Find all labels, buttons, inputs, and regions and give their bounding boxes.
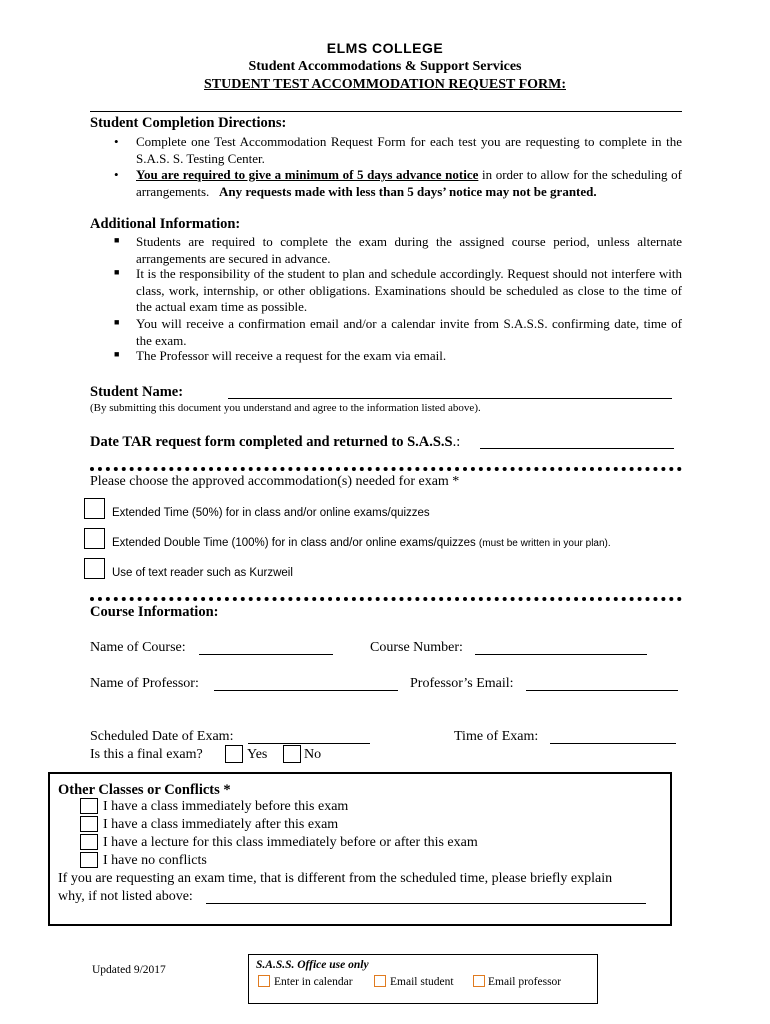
additional-item-1: Students are required to complete the exam during the assigned course period, unless alternate arrangements are secured in advance. bbox=[136, 234, 682, 266]
square-bullet-icon: ■ bbox=[114, 349, 120, 359]
header-divider bbox=[90, 111, 682, 112]
email-student-label: Email student bbox=[390, 976, 454, 988]
final-yes-label: Yes bbox=[247, 747, 268, 762]
course-name-label: Name of Course: bbox=[90, 640, 186, 655]
bullet-dot-icon: • bbox=[114, 167, 119, 182]
conflict-lecture-checkbox[interactable] bbox=[80, 834, 98, 850]
exam-date-field[interactable] bbox=[248, 743, 370, 744]
double-time-note: (must be written in your plan). bbox=[478, 538, 611, 549]
student-name-field[interactable] bbox=[228, 398, 672, 399]
form-title: STUDENT TEST ACCOMMODATION REQUEST FORM: bbox=[204, 77, 566, 92]
exam-time-label: Time of Exam: bbox=[454, 729, 539, 744]
direction-item-2 bbox=[136, 167, 682, 200]
course-heading: Course Information: bbox=[90, 604, 219, 620]
final-yes-checkbox[interactable] bbox=[225, 745, 243, 763]
text-reader-checkbox[interactable] bbox=[84, 558, 105, 579]
exam-date-label: Scheduled Date of Exam: bbox=[90, 729, 234, 744]
professor-name-label: Name of Professor: bbox=[90, 676, 199, 691]
double-time-checkbox[interactable] bbox=[84, 528, 105, 549]
explain-text-line1: If you are requesting an exam time, that is different from the scheduled time, please briefly explain bbox=[58, 871, 613, 886]
extended-time-checkbox[interactable] bbox=[84, 498, 105, 519]
square-bullet-icon: ■ bbox=[114, 267, 120, 277]
no-conflict-checkbox[interactable] bbox=[80, 852, 98, 868]
accommodation-prompt: Please choose the approved accommodation(s) needed for exam * bbox=[90, 474, 460, 489]
additional-heading: Additional Information: bbox=[90, 216, 241, 232]
conflicts-heading: Other Classes or Conflicts * bbox=[58, 782, 231, 798]
conflict-after-label: I have a class immediately after this exam bbox=[103, 817, 339, 832]
date-completed-field[interactable] bbox=[480, 448, 674, 449]
conflict-after-checkbox[interactable] bbox=[80, 816, 98, 832]
department-name: Student Accommodations & Support Services bbox=[248, 59, 522, 74]
office-use-title: S.A.S.S. Office use only bbox=[256, 959, 369, 971]
notice-requirement: You are required to give a minimum of 5 days advance notice bbox=[136, 167, 479, 182]
date-completed-label: Date TAR request form completed and returned to S.A.S.S.: bbox=[90, 434, 461, 450]
course-number-label: Course Number: bbox=[370, 640, 463, 655]
agreement-note: (By submitting this document you understand and agree to the information listed above). bbox=[90, 402, 481, 414]
college-name: ELMS COLLEGE bbox=[326, 40, 444, 56]
email-professor-checkbox[interactable] bbox=[473, 975, 485, 987]
explain-text-line2: why, if not listed above: bbox=[58, 889, 193, 904]
directions-heading: Student Completion Directions: bbox=[90, 115, 287, 131]
student-name-label: Student Name: bbox=[90, 384, 184, 400]
dotted-divider bbox=[90, 467, 682, 471]
conflict-before-checkbox[interactable] bbox=[80, 798, 98, 814]
exam-time-field[interactable] bbox=[550, 743, 676, 744]
professor-name-field[interactable] bbox=[214, 690, 398, 691]
professor-email-label: Professor’s Email: bbox=[410, 676, 514, 691]
additional-item-2: It is the responsibility of the student to plan and schedule accordingly. Request should not interfere with class, work, internship, or other obligations. Examinations should be scheduled as close to the time of the actual exam time as possible. bbox=[136, 266, 682, 314]
notice-rest: in order to allow for the scheduling of arrangements. bbox=[136, 167, 682, 199]
enter-calendar-label: Enter in calendar bbox=[274, 976, 353, 988]
additional-item-4: The Professor will receive a request for the exam via email. bbox=[136, 348, 447, 363]
direction-item-1: Complete one Test Accommodation Request Form for each test you are requesting to complete in the S.A.S. S. Testing Center. bbox=[136, 134, 682, 166]
final-no-label: No bbox=[304, 747, 322, 762]
course-number-field[interactable] bbox=[475, 654, 647, 655]
notice-warning: Any requests made with less than 5 days’ notice may not be granted. bbox=[219, 183, 597, 199]
final-exam-label: Is this a final exam? bbox=[90, 747, 203, 762]
additional-item-3: You will receive a confirmation email and/or a calendar invite from S.A.S.S. confirming date, time of the exam. bbox=[136, 316, 682, 348]
no-conflict-label: I have no conflicts bbox=[103, 853, 207, 868]
email-professor-label: Email professor bbox=[488, 976, 562, 988]
extended-time-label: Extended Time (50%) for in class and/or online exams/quizzes bbox=[112, 507, 430, 519]
square-bullet-icon: ■ bbox=[114, 317, 120, 327]
updated-date: Updated 9/2017 bbox=[92, 964, 166, 976]
conflict-before-label: I have a class immediately before this exam bbox=[103, 799, 349, 814]
email-student-checkbox[interactable] bbox=[374, 975, 386, 987]
course-name-field[interactable] bbox=[199, 654, 333, 655]
double-time-label: Extended Double Time (100%) for in class and/or online exams/quizzes (must be written in your plan). bbox=[112, 537, 611, 549]
conflict-lecture-label: I have a lecture for this class immediately before or after this exam bbox=[103, 835, 478, 850]
explain-field[interactable] bbox=[206, 903, 646, 904]
professor-email-field[interactable] bbox=[526, 690, 678, 691]
square-bullet-icon: ■ bbox=[114, 235, 120, 245]
bullet-dot-icon: • bbox=[114, 134, 119, 149]
text-reader-label: Use of text reader such as Kurzweil bbox=[112, 567, 293, 579]
final-no-checkbox[interactable] bbox=[283, 745, 301, 763]
enter-calendar-checkbox[interactable] bbox=[258, 975, 270, 987]
dotted-divider bbox=[90, 597, 682, 601]
